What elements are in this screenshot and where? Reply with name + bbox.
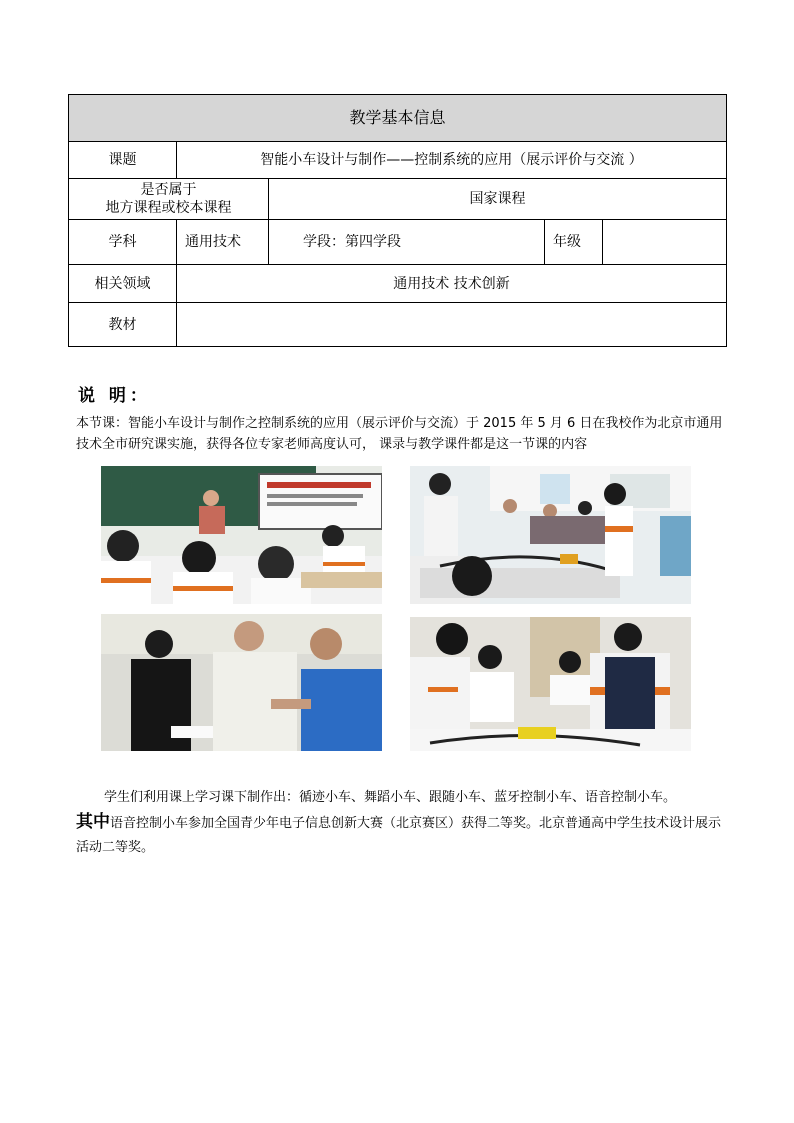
subject-label: 学科 <box>69 220 177 265</box>
student-demo-photo <box>410 466 691 604</box>
results-paragraph <box>76 786 726 860</box>
table-header: 教学基本信息 <box>69 95 727 142</box>
grade-label: 年级 <box>545 220 603 265</box>
local-label-line2: 地方课程或校本课程 <box>105 200 232 216</box>
field-label: 相关领域 <box>69 265 177 303</box>
local-course-value: 国家课程 <box>269 179 727 220</box>
explanation-paragraph: 本节课：智能小车设计与制作之控制系统的应用（展示评价与交流）于 2015 年 5 月 6 日在我校作为北京市通用技术全市研究课实施，获得各位专家老师高度认可， 课录与教学课件都是这一节课的内容 <box>76 416 723 452</box>
classroom-lecture-photo <box>101 466 382 604</box>
textbook-value <box>177 303 727 347</box>
course-value: 智能小车设计与制作——控制系统的应用（展示评价与交流 ） <box>177 142 727 179</box>
expert-discussion-photo <box>101 614 382 751</box>
subject-value: 通用技术 <box>177 220 269 265</box>
award-lead: 其中 <box>76 812 110 832</box>
textbook-label: 教材 <box>69 303 177 347</box>
award-line <box>76 810 726 860</box>
local-label-line1: 是否属于 <box>140 182 197 198</box>
smart-car-demo-photo <box>410 617 691 751</box>
explanation-heading: 说 明： <box>78 386 151 406</box>
grade-value <box>603 220 727 265</box>
teaching-info-table <box>68 94 727 347</box>
local-course-label <box>69 179 269 220</box>
students-products-line: 学生们利用课上学习课下制作出：循迹小车、舞蹈小车、跟随小车、蓝牙控制小车、语音控制小车。 <box>104 790 677 805</box>
course-label: 课题 <box>69 142 177 179</box>
field-value: 通用技术 技术创新 <box>177 265 727 303</box>
stage-value: 学段：第四学段 <box>269 220 545 265</box>
award-text: 语音控制小车参加全国青少年电子信息创新大赛（北京赛区）获得二等奖。北京普通高中学生技术设计展示活动二等奖。 <box>76 816 722 855</box>
